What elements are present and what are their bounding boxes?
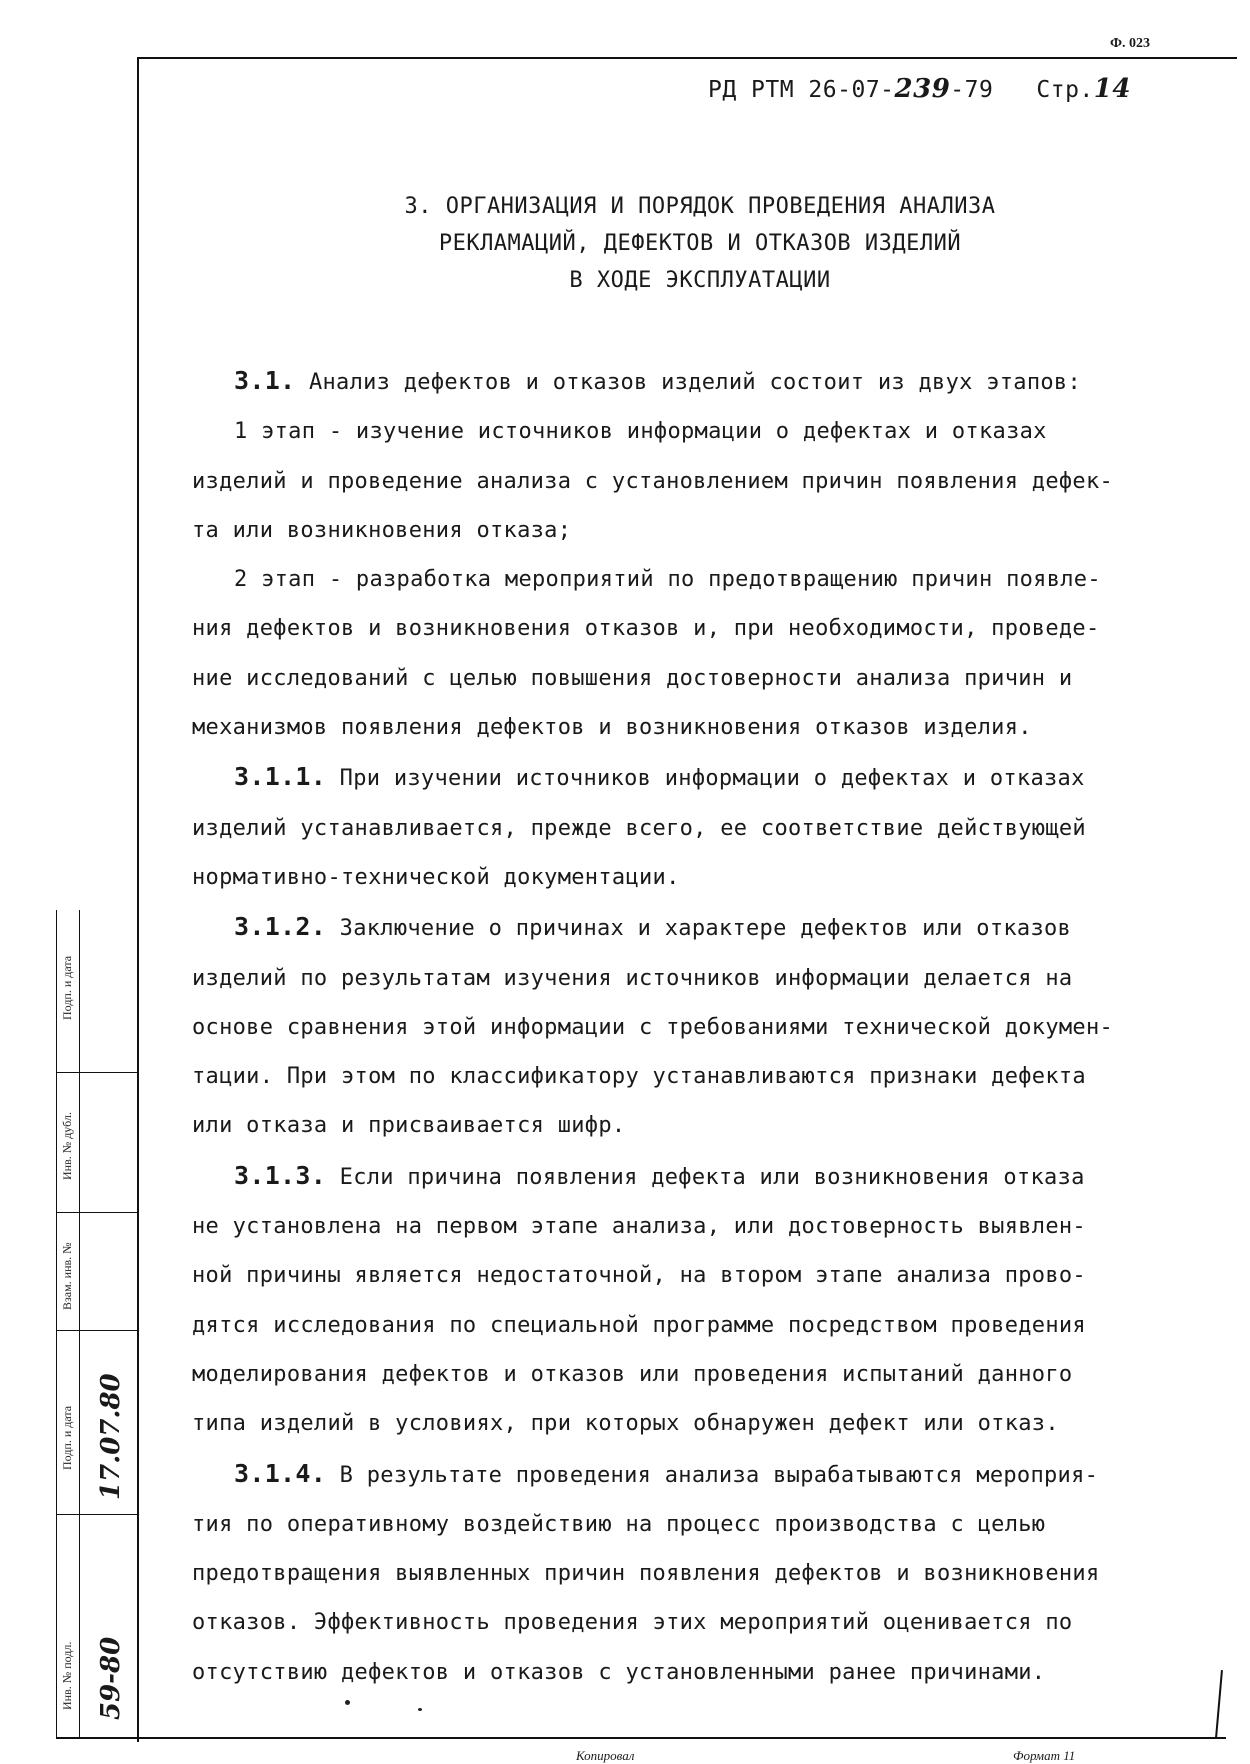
body-line (192, 407, 1222, 456)
body-line-text: типа изделий в условиях, при которых обнаружен дефект или отказ. (192, 1411, 1059, 1437)
footer-format: Формат 11 (1013, 1748, 1076, 1763)
stamp-separator (56, 1514, 137, 1515)
body-line-text: механизмов появления дефектов и возникновения отказов изделия. (192, 715, 1032, 741)
body-line-text: ние исследований с целью повышения достоверности анализа причин и (192, 665, 1073, 691)
stamp-label-orig-inv: Инв. № подл. (60, 1641, 74, 1710)
body-line (192, 703, 1222, 752)
body-line (192, 1399, 1222, 1448)
stamp-separator (56, 1072, 137, 1073)
footer-copied: Копировал (576, 1748, 635, 1763)
body-text (192, 356, 1222, 1697)
stamp-column-line (56, 910, 57, 1738)
stamp-handwritten-date: 17.07.80 (96, 1373, 126, 1500)
body-line-text: отсутствию дефектов и отказов с установленными ранее причинами. (192, 1659, 1046, 1685)
scan-speck (418, 1708, 422, 1711)
body-line-text: нормативно-технической документации. (192, 864, 680, 890)
body-line (192, 1449, 1222, 1500)
body-line-text: изделий и проведение анализа с установлением причин появления дефек- (192, 468, 1114, 494)
body-line-text: Анализ дефектов и отказов изделий состоит из двух этапов: (295, 370, 1082, 395)
body-line-text: изделий устанавливается, прежде всего, ее соответствие действующей (192, 815, 1086, 841)
stamp-label-sign-date: Подп. и дата (60, 955, 74, 1020)
body-line-text: В результате проведения анализа вырабатываются мероприя- (326, 1462, 1099, 1488)
body-line (192, 1350, 1222, 1399)
stamp-separator (56, 1212, 137, 1213)
doc-prefix: РД РТМ 26-07- (708, 77, 895, 103)
paragraph-number: 3.1.2. (234, 912, 327, 942)
body-line-text: основе сравнения этой информации с требованиями технической докумен- (192, 1014, 1114, 1040)
body-line (192, 1549, 1222, 1598)
body-line-text: тации. При этом по классификатору устанавливаются признаки дефекта (192, 1064, 1086, 1090)
body-line (192, 1500, 1222, 1549)
body-line (192, 853, 1222, 902)
body-line (192, 457, 1222, 506)
form-code: Ф. 023 (1110, 36, 1151, 51)
body-line-text: не установлена на первом этапе анализа, или достоверность выявлен- (192, 1214, 1086, 1240)
body-line-text: ния дефектов и возникновения отказов и, при необходимости, проведе- (192, 616, 1100, 642)
body-line (192, 752, 1222, 803)
body-line (192, 654, 1222, 703)
body-line (192, 804, 1222, 853)
body-line (192, 902, 1222, 953)
body-line (192, 1648, 1222, 1697)
frame-bottom-border (56, 1737, 1226, 1739)
body-line (192, 1251, 1222, 1300)
section-title (200, 188, 1200, 299)
body-line (192, 1052, 1222, 1101)
scan-speck (345, 1700, 350, 1705)
body-line (192, 1101, 1222, 1150)
section-title-line: 3. ОРГАНИЗАЦИЯ И ПОРЯДОК ПРОВЕДЕНИЯ АНАЛИЗА (404, 194, 996, 219)
section-title-line: РЕКЛАМАЦИЙ, ДЕФЕКТОВ И ОТКАЗОВ ИЗДЕЛИЙ (438, 231, 962, 256)
body-line-text: отказов. Эффективность проведения этих мероприятий оценивается по (192, 1610, 1073, 1636)
stamp-label-dup-inv: Инв. № дубл. (60, 1112, 74, 1180)
body-line-text: та или возникновения отказа; (192, 517, 572, 543)
doc-number-handwritten: 239 (894, 74, 951, 104)
paragraph-number: 3.1.4. (234, 1458, 327, 1488)
body-line (192, 1151, 1222, 1202)
body-line (192, 1003, 1222, 1052)
body-line (192, 1598, 1222, 1647)
body-line (192, 1202, 1222, 1251)
body-line (192, 604, 1222, 653)
body-line-text: При изучении источников информации о дефектах и отказах (326, 766, 1085, 792)
paragraph-number: 3.1. (234, 366, 296, 395)
body-line-text: Если причина появления дефекта или возникновения отказа (326, 1164, 1085, 1190)
body-line-text: предотвращения выявленных причин появления дефектов и возникновения (192, 1561, 1100, 1587)
frame-left-border (137, 57, 139, 1742)
stamp-handwritten-inv: 59-80 (96, 1636, 126, 1720)
body-line-text: изделий по результатам изучения источников информации делается на (192, 965, 1073, 991)
doc-suffix: -79 (950, 77, 994, 103)
page-label: Стр. (1036, 77, 1094, 103)
stamp-label-replace-inv: Взам. инв. № (60, 1242, 74, 1310)
body-line (192, 1301, 1222, 1350)
body-line-text: 1 этап - изучение источников информации о дефектах и отказах (234, 419, 1047, 445)
body-line-text: Заключение о причинах и характере дефектов или отказов (326, 916, 1072, 942)
stamp-column-line (79, 910, 80, 1738)
body-line-text: ной причины является недостаточной, на втором этапе анализа прово- (192, 1263, 1086, 1289)
page-number-handwritten: 14 (1093, 74, 1131, 104)
body-line (192, 954, 1222, 1003)
body-line-text: или отказа и присваивается шифр. (192, 1113, 626, 1139)
body-line-text: моделирования дефектов и отказов или проведения испытаний данного (192, 1361, 1073, 1387)
stamp-label-sign-date-2: Подп. и дата (60, 1405, 74, 1470)
frame-top-border (137, 57, 1237, 59)
body-line-text: 2 этап - разработка мероприятий по предотвращению причин появле- (234, 567, 1101, 593)
body-line (192, 506, 1222, 555)
stamp-separator (56, 1330, 137, 1331)
body-line-text: дятся исследования по специальной программе посредством проведения (192, 1312, 1086, 1338)
section-title-line: В ХОДЕ ЭКСПЛУАТАЦИИ (569, 268, 831, 293)
paragraph-number: 3.1.3. (234, 1160, 327, 1190)
body-line (192, 356, 1222, 407)
body-line (192, 555, 1222, 604)
document-header (708, 74, 1131, 104)
stamp-sidebar (56, 910, 137, 1738)
paragraph-number: 3.1.1. (234, 762, 327, 792)
body-line-text: тия по оперативному воздействию на процесс производства с целью (192, 1511, 1046, 1537)
